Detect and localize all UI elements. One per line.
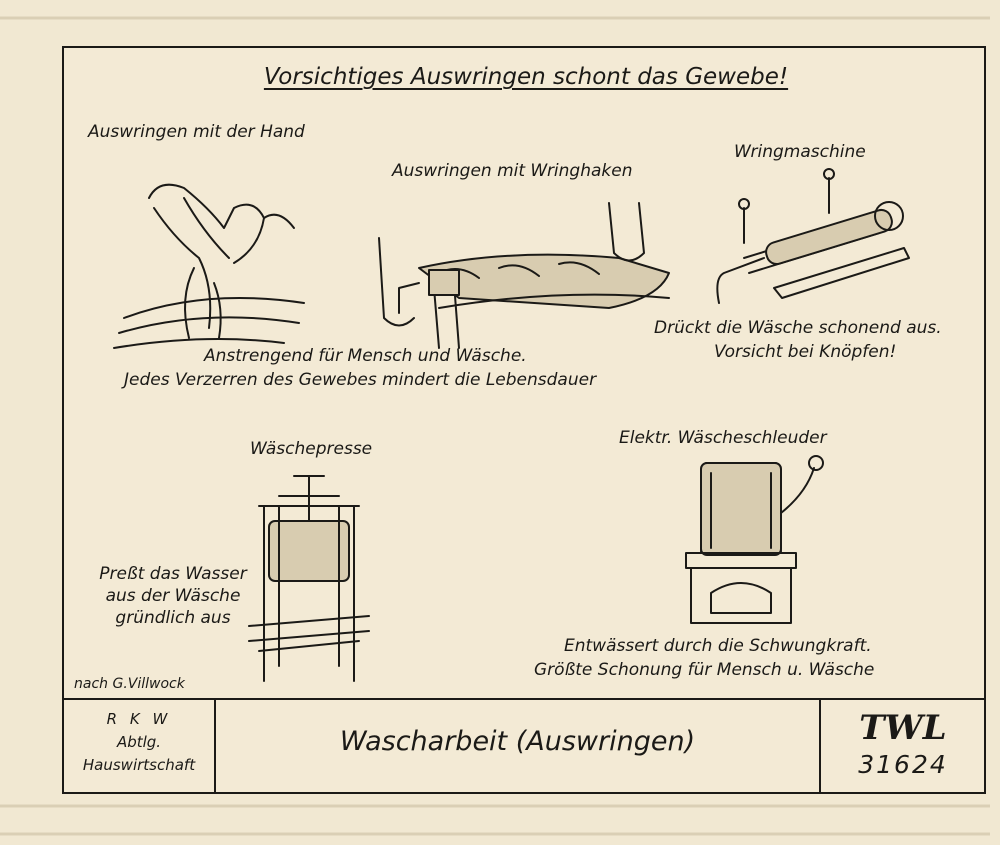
author-credit: nach G.Villwock bbox=[74, 676, 185, 692]
press-caption-2: aus der Wäsche bbox=[105, 586, 241, 606]
spinner-caption-2: Größte Schonung für Mensch u. Wäsche bbox=[534, 660, 875, 680]
wringer-caption-1: Drückt die Wäsche schonend aus. bbox=[654, 318, 942, 338]
press-caption-1: Preßt das Wasser bbox=[99, 564, 247, 584]
hook-caption-1: Anstrengend für Mensch und Wäsche. bbox=[204, 346, 527, 366]
main-title: Wascharbeit (Auswringen) bbox=[339, 726, 696, 757]
code-series: TWL bbox=[859, 708, 947, 748]
card-footer bbox=[64, 698, 984, 792]
wringer-label: Wringmaschine bbox=[734, 142, 866, 162]
org-line-1: R K W bbox=[106, 710, 172, 728]
spin-dryer-icon bbox=[676, 453, 836, 633]
laundry-press-icon bbox=[239, 466, 369, 681]
org-line-2: Abtlg. bbox=[116, 733, 162, 751]
info-card bbox=[62, 46, 986, 794]
press-label: Wäschepresse bbox=[250, 439, 373, 459]
hook-caption-2: Jedes Verzerren des Gewebes mindert die Lebensdauer bbox=[124, 370, 597, 390]
hand-wringing-icon bbox=[114, 168, 304, 358]
wringer-caption-2: Vorsicht bei Knöpfen! bbox=[714, 342, 897, 362]
press-caption-3: gründlich aus bbox=[115, 608, 231, 628]
org-cell bbox=[64, 700, 216, 792]
wringing-machine-icon bbox=[704, 168, 914, 308]
page-title: Vorsichtiges Auswringen schont das Gewebe! bbox=[263, 64, 789, 90]
code-number: 31624 bbox=[858, 750, 948, 779]
spinner-caption-1: Entwässert durch die Schwungkraft. bbox=[564, 636, 872, 656]
code-cell bbox=[821, 700, 985, 792]
title-cell bbox=[216, 700, 821, 792]
hook-label: Auswringen mit Wringhaken bbox=[392, 161, 633, 181]
wringing-hook-icon bbox=[359, 198, 679, 348]
hand-label: Auswringen mit der Hand bbox=[88, 122, 305, 142]
spinner-label: Elektr. Wäscheschleuder bbox=[619, 428, 827, 448]
org-line-3: Hauswirtschaft bbox=[82, 756, 196, 774]
